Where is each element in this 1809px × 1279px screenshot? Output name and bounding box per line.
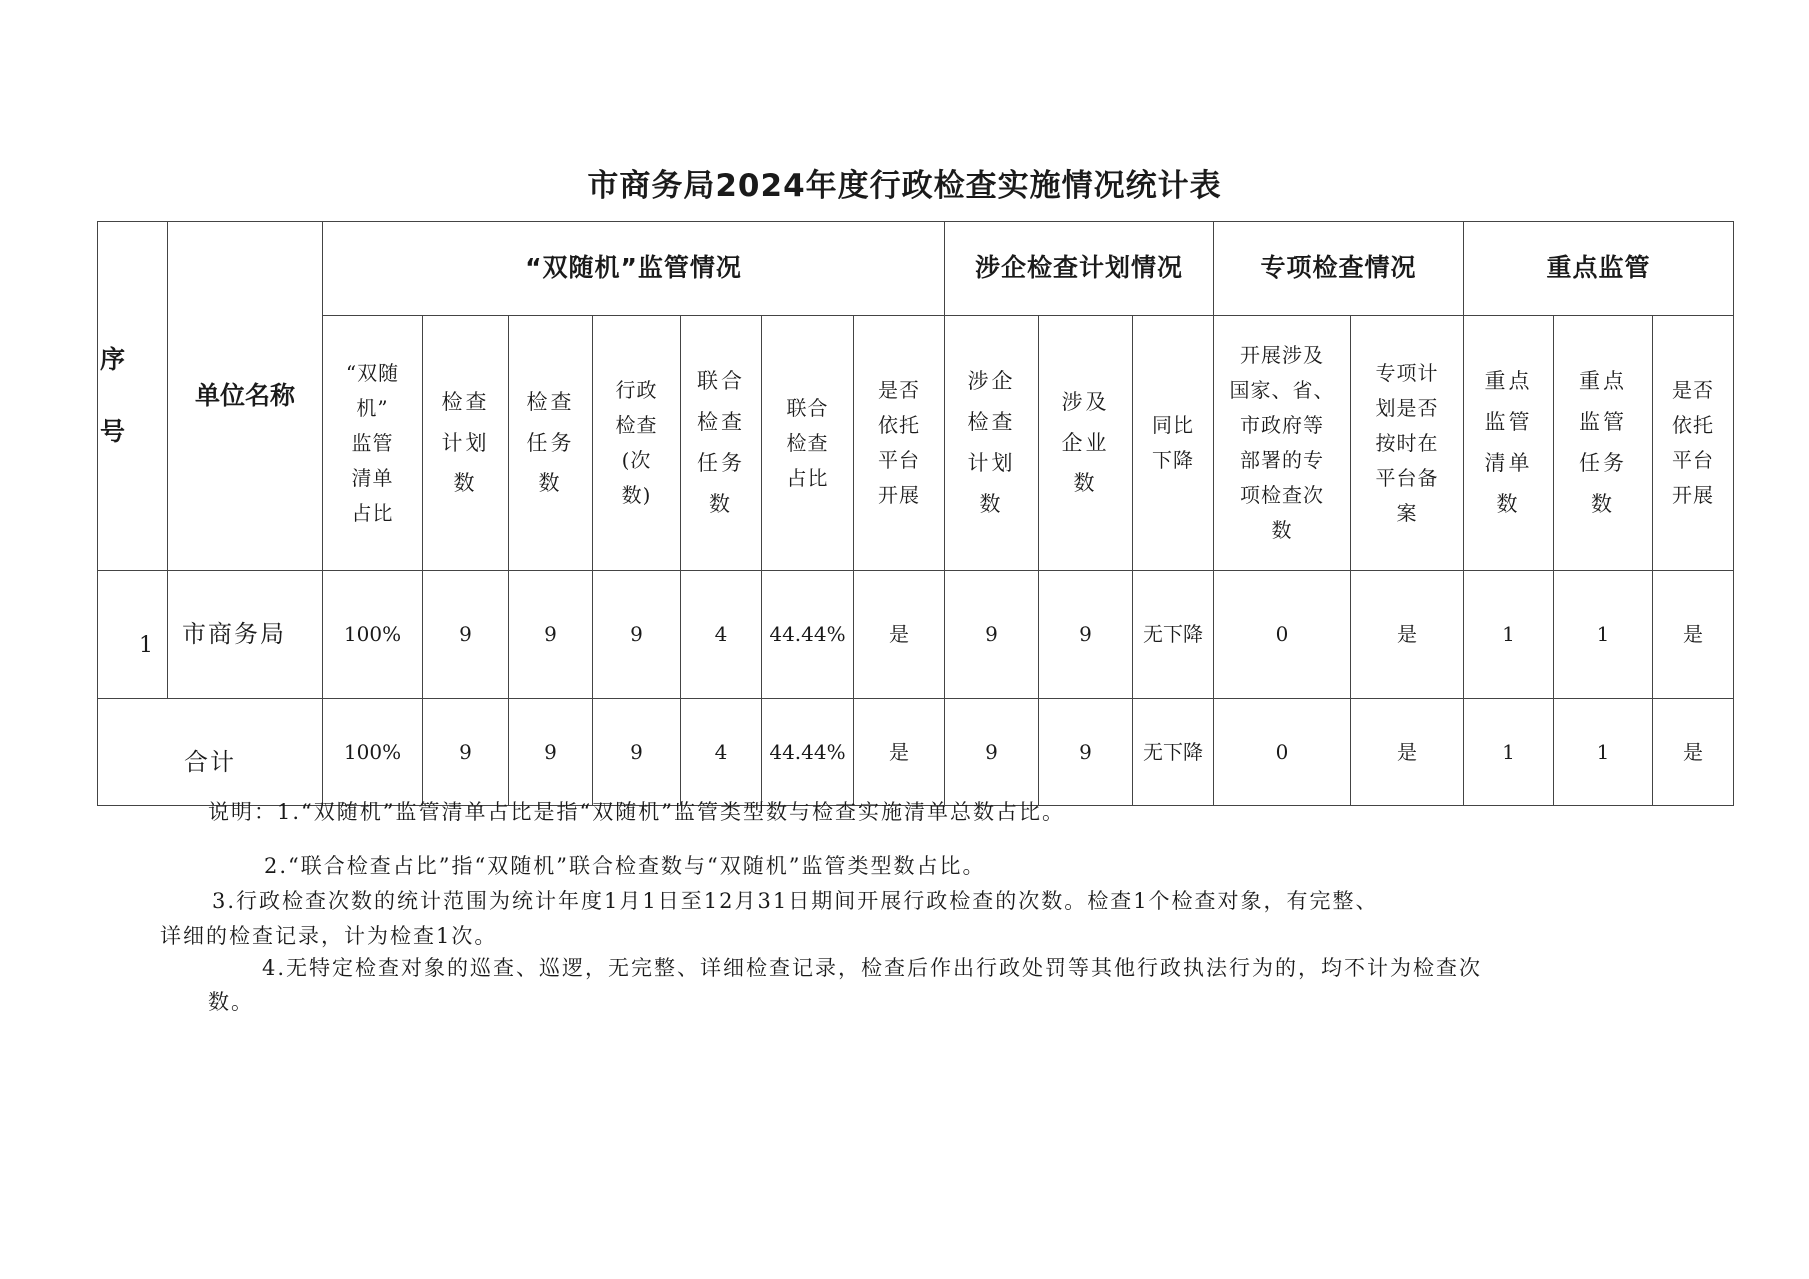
column-header: 检查 计划 数 (423, 316, 509, 571)
note-3: 3.行政检查次数的统计范围为统计年度1月1日至12月31日期间开展行政检查的次数。检查1个检查对象，有完整、 (212, 889, 1379, 913)
column-header: 是否 依托 平台 开展 (1653, 316, 1734, 571)
column-header: “双随 机” 监管 清单 占比 (323, 316, 423, 571)
table-cell: 是 (1351, 571, 1464, 699)
table-cell: 4 (681, 699, 762, 806)
table-cell: 100% (323, 571, 423, 699)
table-cell: 无下降 (1133, 699, 1214, 806)
table-cell: 是 (1653, 699, 1734, 806)
note-1: 说明：1.“双随机”监管清单占比是指“双随机”监管类型数与检查实施清单总数占比。 (208, 800, 1065, 824)
table-cell: 是 (1351, 699, 1464, 806)
table-cell: 44.44% (762, 699, 854, 806)
table-cell: 9 (593, 571, 681, 699)
table-cell: 0 (1214, 699, 1351, 806)
table-cell: 是 (1653, 571, 1734, 699)
column-header: 开展涉及 国家、省、 市政府等 部署的专 项检查次 数 (1214, 316, 1351, 571)
table-row (98, 571, 1734, 699)
column-header: 重点 监管 任务 数 (1554, 316, 1653, 571)
table-cell: 0 (1214, 571, 1351, 699)
row-seq: 1 (98, 571, 168, 699)
note-2: 2.“联合检查占比”指“双随机”联合检查数与“双随机”监管类型数占比。 (264, 854, 986, 878)
column-header: 同比 下降 (1133, 316, 1214, 571)
table-cell: 9 (1039, 699, 1133, 806)
table-cell: 是 (854, 571, 945, 699)
total-label: 合计 (98, 699, 323, 806)
table-cell: 1 (1464, 571, 1554, 699)
table-cell: 9 (945, 571, 1039, 699)
column-header: 联合 检查 任务 数 (681, 316, 762, 571)
table-cell: 9 (509, 571, 593, 699)
column-header: 专项计 划是否 按时在 平台备 案 (1351, 316, 1464, 571)
table-cell: 1 (1464, 699, 1554, 806)
group-header-key: 重点监管 (1464, 222, 1734, 316)
unit-name-header: 单位名称 (168, 222, 323, 571)
group-header-random: “双随机”监管情况 (323, 222, 945, 316)
row-unit-name: 市商务局 (168, 571, 323, 699)
table-cell: 无下降 (1133, 571, 1214, 699)
table-cell: 4 (681, 571, 762, 699)
table-cell: 是 (854, 699, 945, 806)
column-header: 涉企 检查 计划 数 (945, 316, 1039, 571)
table-cell: 9 (423, 571, 509, 699)
column-header: 联合 检查 占比 (762, 316, 854, 571)
total-row (98, 699, 1734, 806)
column-header: 是否 依托 平台 开展 (854, 316, 945, 571)
table-cell: 44.44% (762, 571, 854, 699)
seq-header: 序 号 (98, 222, 168, 571)
statistics-table (97, 221, 1734, 806)
page-title: 市商务局2024年度行政检查实施情况统计表 (587, 168, 1222, 204)
column-header: 重点 监管 清单 数 (1464, 316, 1554, 571)
group-header-enterprise: 涉企检查计划情况 (945, 222, 1214, 316)
note-4: 4.无特定检查对象的巡查、巡逻，无完整、详细检查记录，检查后作出行政处罚等其他行政执法行为的，均不计为检查次 (262, 956, 1483, 980)
group-header-special: 专项检查情况 (1214, 222, 1464, 316)
table-cell: 100% (323, 699, 423, 806)
table-cell: 9 (1039, 571, 1133, 699)
column-header: 涉及 企业 数 (1039, 316, 1133, 571)
table-cell: 1 (1554, 699, 1653, 806)
note-3-continued: 详细的检查记录，计为检查1次。 (160, 924, 498, 948)
column-header: 行政 检查 (次 数) (593, 316, 681, 571)
note-4-continued: 数。 (208, 990, 254, 1014)
table-cell: 9 (945, 699, 1039, 806)
table-cell: 9 (423, 699, 509, 806)
table-cell: 9 (509, 699, 593, 806)
column-header: 检查 任务 数 (509, 316, 593, 571)
table-cell: 9 (593, 699, 681, 806)
table-cell: 1 (1554, 571, 1653, 699)
